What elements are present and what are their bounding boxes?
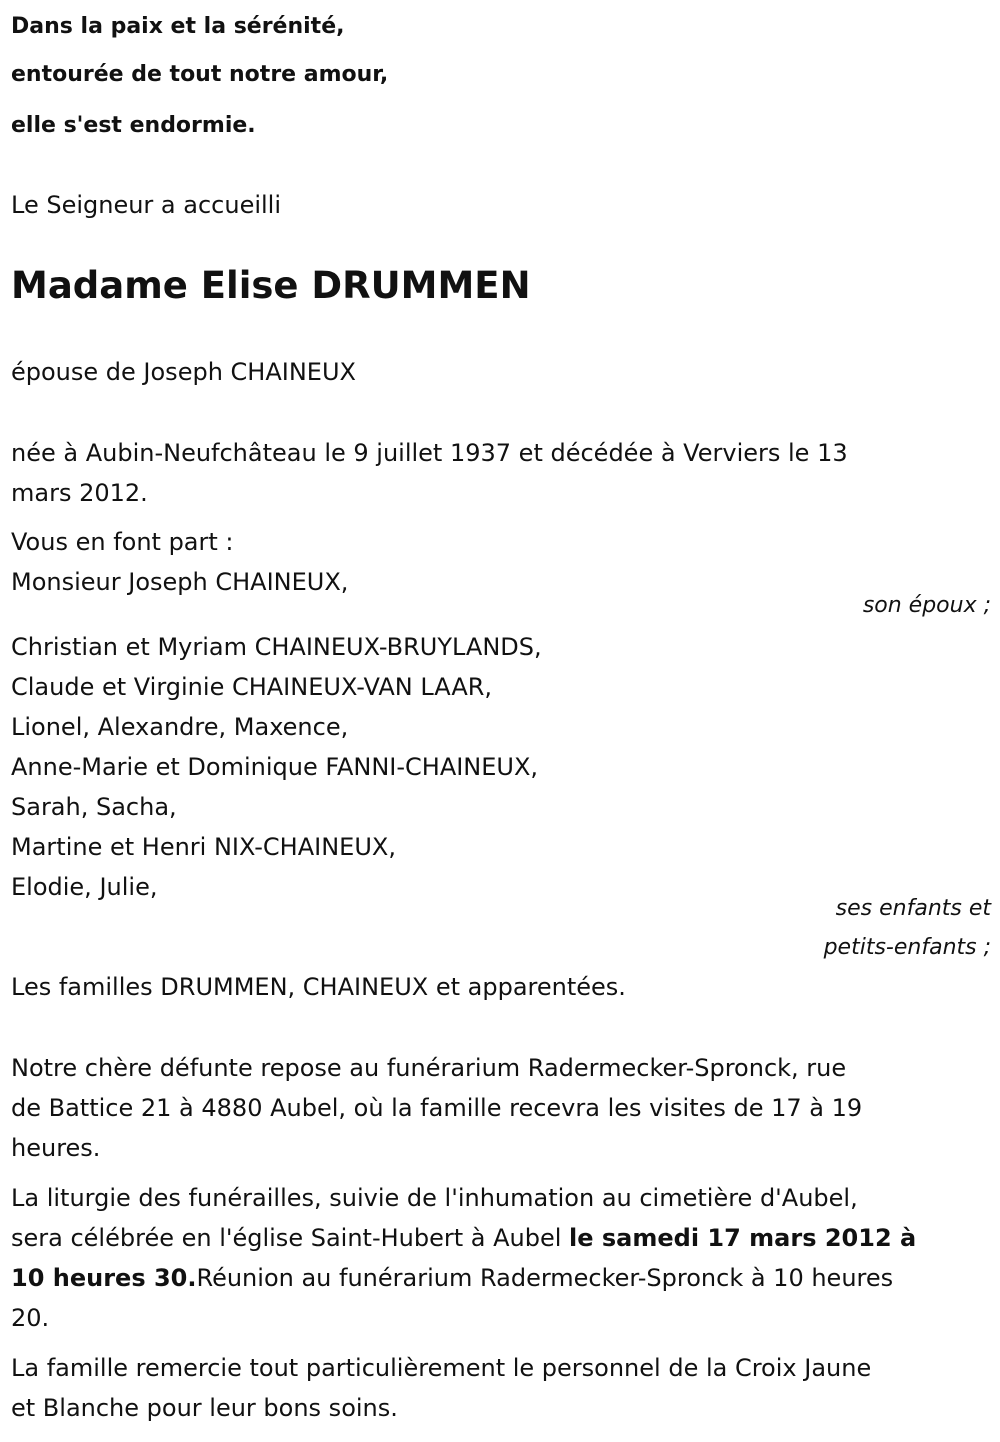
liturgy-line-1: La liturgie des funérailles, suivie de l'inhumation au cimetière d'Aubel, xyxy=(11,1184,858,1212)
spouse-line: épouse de Joseph CHAINEUX xyxy=(11,358,356,386)
list-item: Christian et Myriam CHAINEUX-BRUYLANDS, xyxy=(11,633,542,661)
liturgy-meeting: Réunion au funérarium Radermecker-Spronck à 10 heures xyxy=(196,1264,894,1292)
thanks-line-1: La famille remercie tout particulièrement le personnel de la Croix Jaune xyxy=(11,1354,872,1382)
obituary-page xyxy=(11,0,991,1442)
families-line: Les familles DRUMMEN, CHAINEUX et apparentées. xyxy=(11,973,626,1001)
list-item: Lionel, Alexandre, Maxence, xyxy=(11,713,349,741)
list-item: Claude et Virginie CHAINEUX-VAN LAAR, xyxy=(11,673,493,701)
liturgy-time: 10 heures 30. xyxy=(11,1264,197,1292)
welcome-text: Le Seigneur a accueilli xyxy=(11,191,282,219)
liturgy-line-4: 20. xyxy=(11,1304,50,1332)
liturgy-date: le samedi 17 mars 2012 à xyxy=(569,1224,917,1252)
children-role-line-2: petits-enfants ; xyxy=(823,935,991,960)
list-item: Sarah, Sacha, xyxy=(11,793,177,821)
husband-name: Monsieur Joseph CHAINEUX, xyxy=(11,568,349,596)
list-item: Anne-Marie et Dominique FANNI-CHAINEUX, xyxy=(11,753,539,781)
children-list xyxy=(11,627,542,907)
liturgy-church: sera célébrée en l'église Saint-Hubert à Aubel xyxy=(11,1224,570,1252)
repose-line-2: de Battice 21 à 4880 Aubel, où la famille recevra les visites de 17 à 19 xyxy=(11,1094,863,1122)
list-item: Martine et Henri NIX-CHAINEUX, xyxy=(11,833,396,861)
list-item: Elodie, Julie, xyxy=(11,873,158,901)
husband-role: son époux ; xyxy=(862,593,991,618)
birth-death-line-2: mars 2012. xyxy=(11,479,148,507)
announce-text: Vous en font part : xyxy=(11,528,234,556)
birth-death-line-1: née à Aubin-Neufchâteau le 9 juillet 1937 et décédée à Verviers le 13 xyxy=(11,439,848,467)
intro-line-3: elle s'est endormie. xyxy=(11,113,256,138)
repose-line-3: heures. xyxy=(11,1134,101,1162)
intro-line-2: entourée de tout notre amour, xyxy=(11,62,389,87)
birth-death-paragraph xyxy=(11,433,991,513)
children-role-line-1: ses enfants et xyxy=(835,896,991,921)
repose-line-1: Notre chère défunte repose au funérarium Radermecker-Spronck, rue xyxy=(11,1054,847,1082)
liturgy-line-3 xyxy=(11,1258,991,1298)
thanks-paragraph xyxy=(11,1348,991,1428)
liturgy-paragraph xyxy=(11,1178,991,1338)
thanks-line-2: et Blanche pour leur bons soins. xyxy=(11,1394,398,1422)
deceased-name: Madame Elise DRUMMEN xyxy=(11,264,531,307)
intro-line-1: Dans la paix et la sérénité, xyxy=(11,14,345,39)
repose-paragraph xyxy=(11,1048,991,1168)
liturgy-line-2 xyxy=(11,1218,991,1258)
